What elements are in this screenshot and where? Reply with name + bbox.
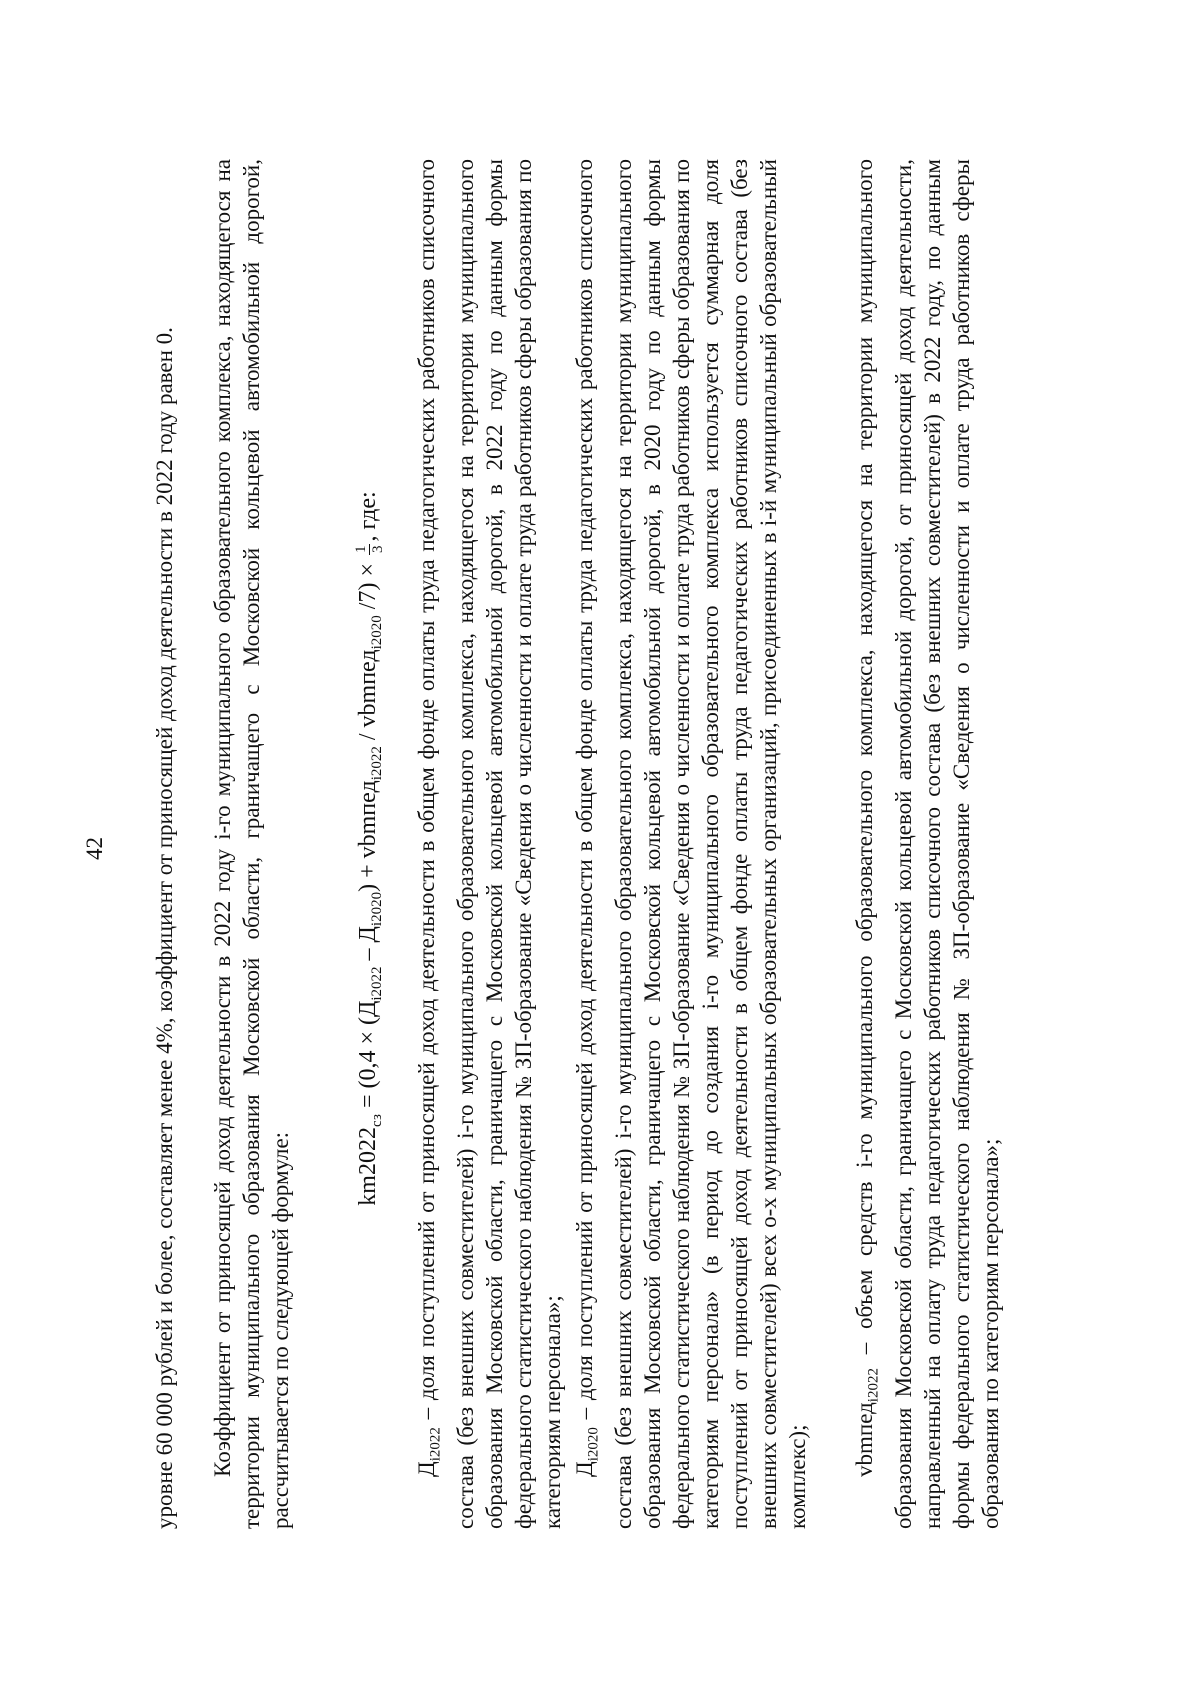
formula-part-1: = (0,4 × (Д	[355, 1000, 381, 1115]
definition-d2022-symbol: Д	[414, 1461, 439, 1477]
definition-vbmped-symbol: vbmпед	[852, 1402, 877, 1477]
definition-d2022-text: – доля поступлений от приносящей доход деятельности в общем фонде оплаты труда педагогических работников списочного состава (без внешних совместителей) i-го муниципального образовательного комплекса, находящегося на территории муниципального образования Московской области, граничащего с Московской кольцевой автомобильной дорогой, в 2022 году по данным формы федерального статистического наблюдения № ЗП-образование «Сведения о численности и оплате труда работников сферы образования по категориям персонала»;	[414, 159, 565, 1529]
definition-vbmped-text: – объем средств i-го муниципального образовательного комплекса, находящегося на территории муниципального образования Московской области, граничащего с Московской кольцевой автомобильной дорогой, от приносящей доход деятельности, направленный на оплату труда педагогических работников списочного состава (без внешних совместителей) в 2022 году, по данным формы федерального статистического наблюдения № ЗП-образование «Сведения о численности и оплате труда работников сферы образования по категориям персонала»;	[852, 159, 1003, 1529]
definition-vbmped-sub: i2022	[865, 1368, 882, 1403]
paragraph-1: уровне 60 000 рублей и более, составляет менее 4%, коэффициент от приносящей доход деятельности в 2022 году равен 0.	[152, 327, 177, 1529]
paragraph-2: Коэффициент от приносящей доход деятельности в 2022 году i-го муниципального образовательного комплекса, находящегося на территории муниципального образования Московской области, граничащего с Московской кольцевой автомобильной дорогой, рассчитывается по следующей формуле:	[210, 159, 293, 1529]
definition-d2022-sub: i2022	[427, 1427, 444, 1462]
formula-sub-2022-b: i2022	[368, 746, 385, 781]
definition-d2020-text: – доля поступлений от приносящей доход деятельности в общем фонде оплаты труда педагогических работников списочного состава (без внешних совместителей) i-го муниципального образовательного комплекса, находящегося на территории муниципального образования Московской области, граничащего с Московской кольцевой автомобильной дорогой, в 2020 году по данным формы федерального статистического наблюдения № ЗП-образование «Сведения о численности и оплате труда работников сферы образования по категориям персонала» (в период до создания i-го муниципального образовательного комплекса используется суммарная доля поступлений от приносящей доход деятельности в общем фонде оплаты труда педагогических работников списочного состава (без внешних совместителей) всех o-х муниципальных образовательных организаций, присоединенных в i-й муниципальный образовательный комплекс);	[572, 159, 810, 1529]
formula-minus: – Д	[355, 926, 381, 967]
formula	[352, 0, 393, 1697]
definition-d2020-symbol: Д	[572, 1461, 597, 1477]
formula-fraction	[353, 544, 386, 556]
formula-part-3: / vbmпед	[355, 649, 381, 747]
fraction-numerator: 1	[352, 545, 369, 554]
formula-tail: , где:	[355, 491, 381, 542]
definition-vbmped	[850, 159, 1005, 1529]
definition-d2022	[412, 159, 567, 1529]
formula-lhs-sub: сз	[368, 1114, 385, 1128]
formula-lhs: km2022	[355, 1127, 381, 1206]
page-number: 42	[82, 837, 107, 860]
definition-d2020-sub: i2020	[585, 1427, 602, 1462]
formula-sub-2020: i2020	[368, 891, 385, 927]
formula-part-4: /7) ×	[355, 557, 381, 616]
definition-d2020	[570, 159, 812, 1529]
fraction-denominator: 3	[369, 545, 386, 554]
formula-sub-2022: i2022	[368, 966, 385, 1001]
formula-sub-2020-b: i2020	[368, 615, 385, 650]
formula-part-2: ) + vbmпед	[355, 780, 381, 892]
